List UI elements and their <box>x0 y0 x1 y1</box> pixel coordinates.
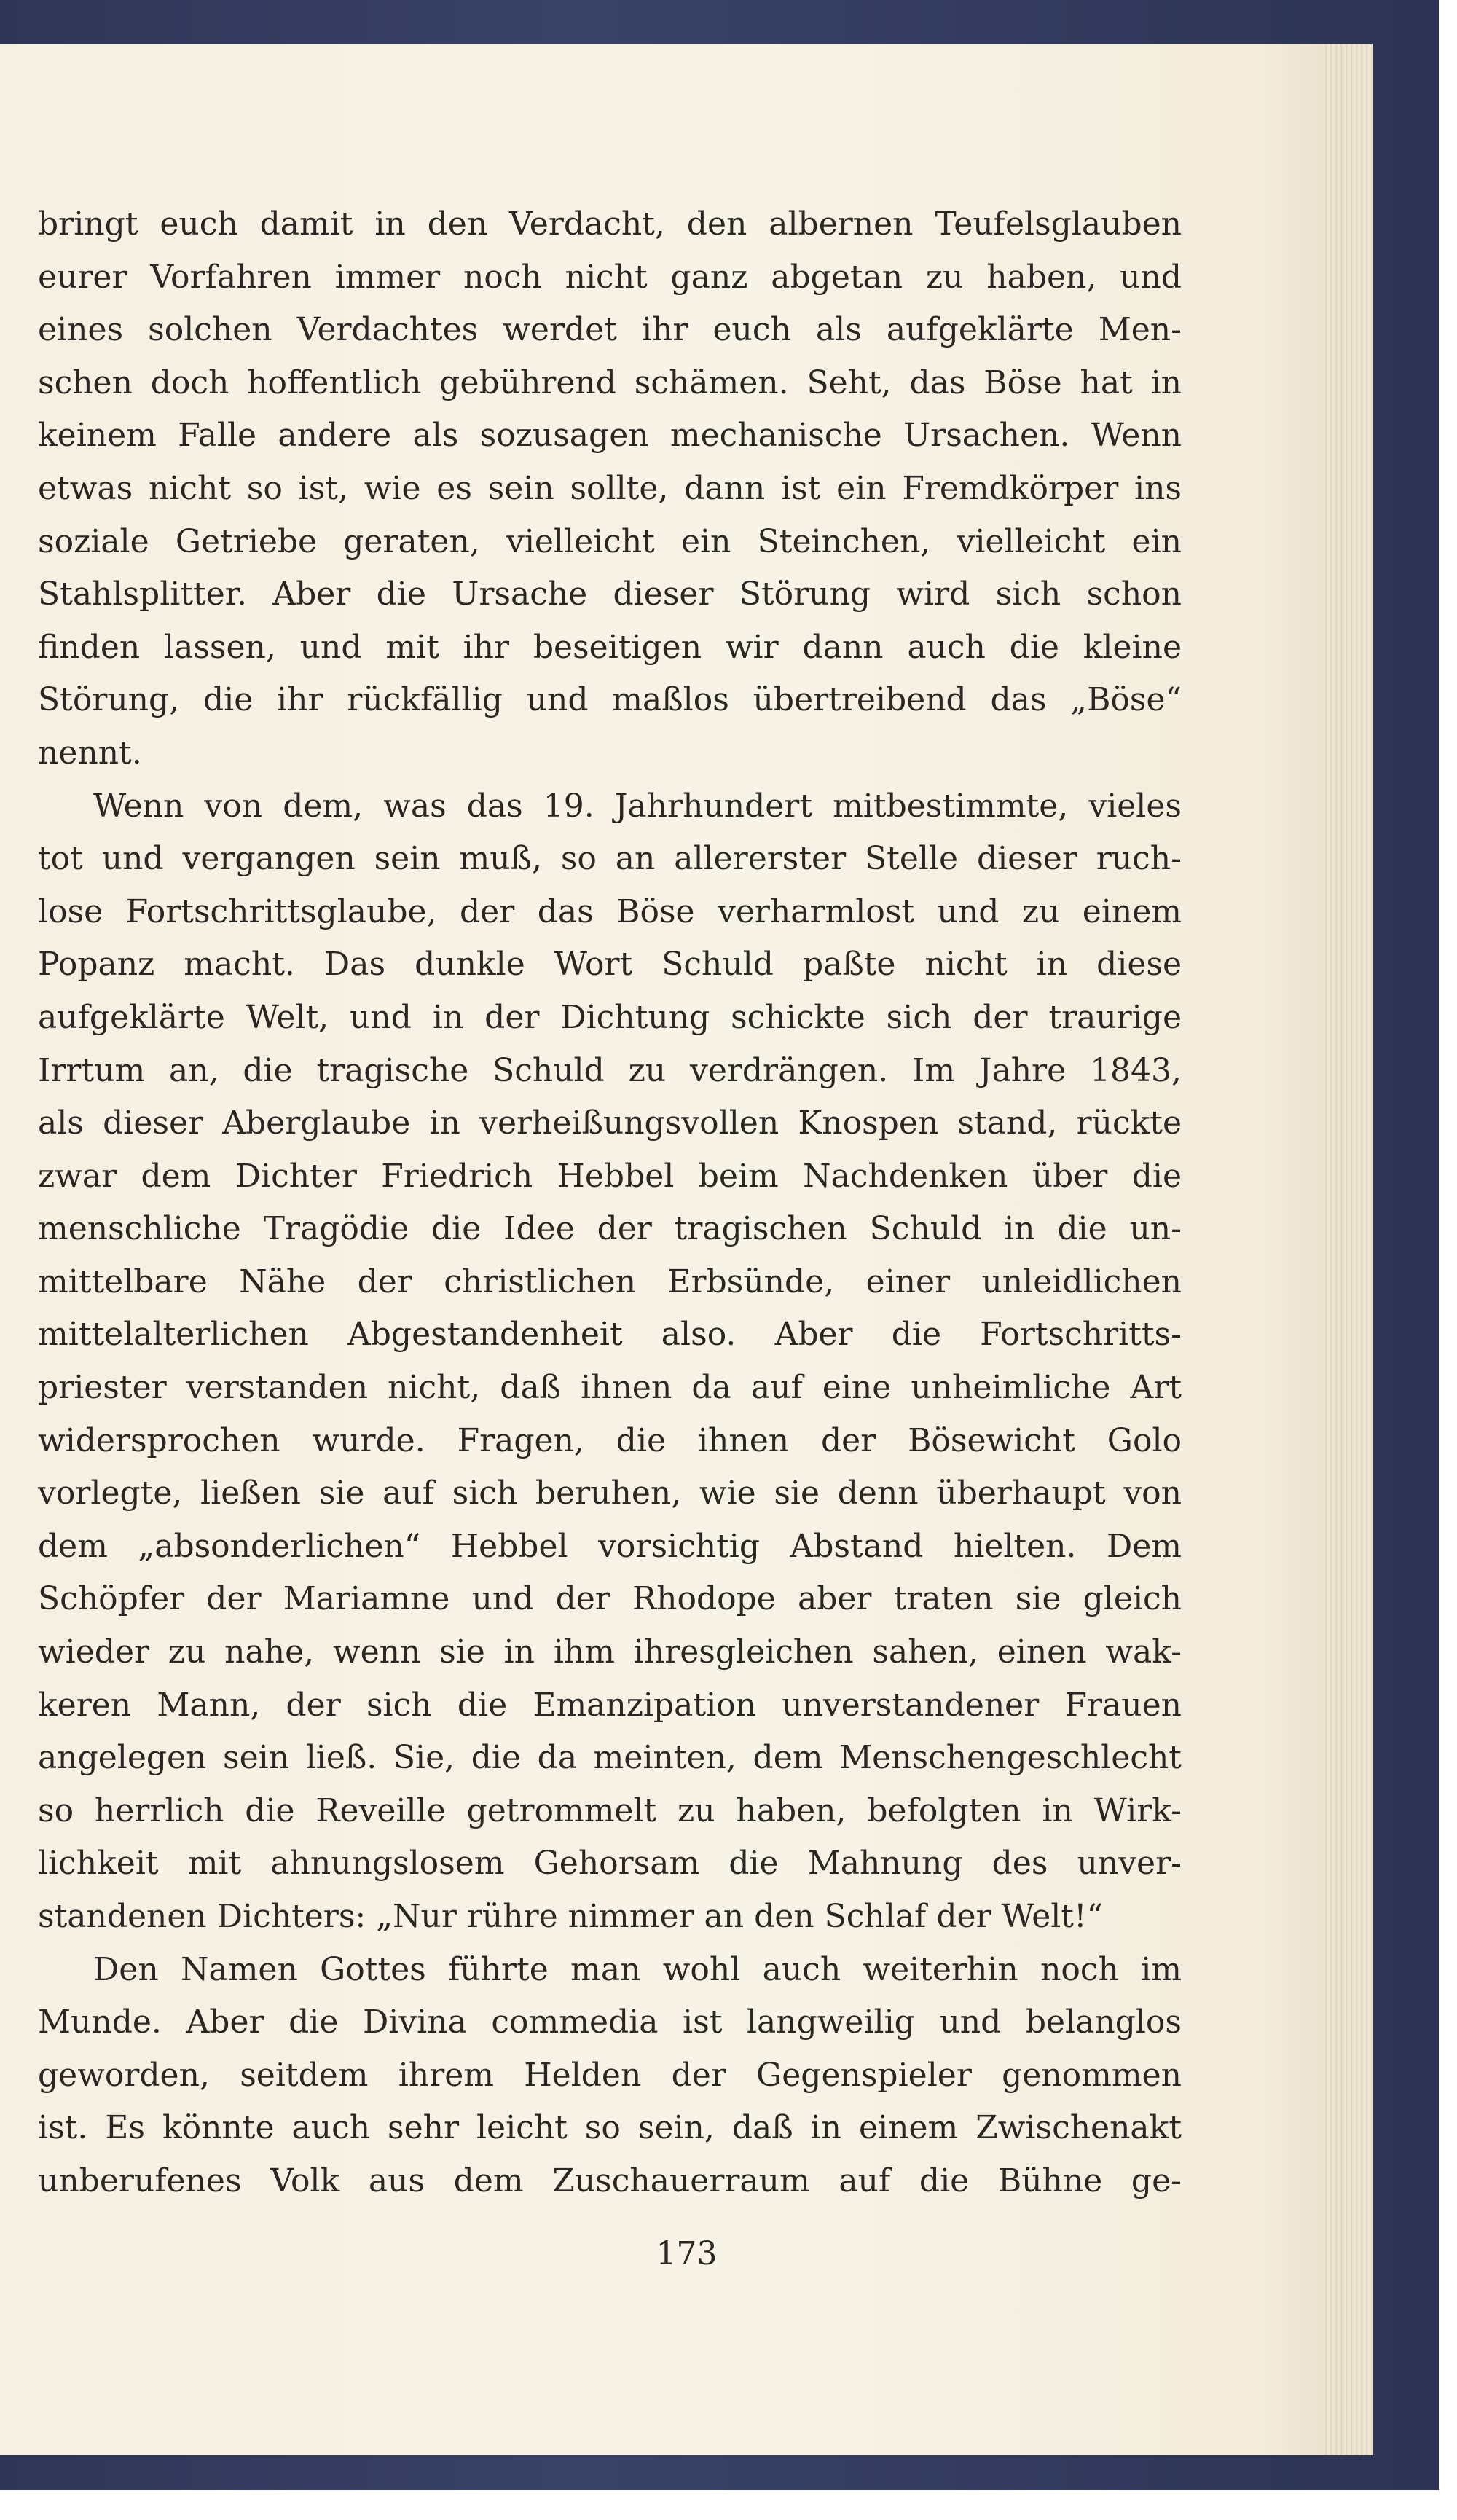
text-line: soziale Getriebe geraten, vielleicht ein Steinchen, vielleicht ein <box>38 522 1182 560</box>
text-line: dem „absonderlichen“ Hebbel vorsichtig Abstand hielten. Dem <box>38 1527 1182 1565</box>
text-line: Popanz macht. Das dunkle Wort Schuld paßte nicht in diese <box>38 946 1182 984</box>
text-line: vorlegte, ließen sie auf sich beruhen, wie sie denn überhaupt von <box>38 1475 1182 1512</box>
text-line: so herrlich die Reveille getrommelt zu haben, befolgten in Wirk- <box>38 1791 1182 1829</box>
text-line: unberufenes Volk aus dem Zuschauerraum auf die Bühne ge- <box>38 2162 1182 2199</box>
text-line: eines solchen Verdachtes werdet ihr euch als aufgeklärte Men- <box>38 311 1182 349</box>
text-line: priester verstanden nicht, daß ihnen da auf eine unheimliche Art <box>38 1369 1182 1407</box>
text-line: keren Mann, der sich die Emanzipation unverstandener Frauen <box>38 1686 1182 1724</box>
text-line: Munde. Aber die Divina commedia ist langweilig und belanglos <box>38 2003 1182 2041</box>
text-line: finden lassen, und mit ihr beseitigen wir dann auch die kleine <box>38 628 1182 666</box>
text-line: Schöpfer der Mariamne und der Rhodope aber traten sie gleich <box>38 1580 1182 1618</box>
text-line: Den Namen Gottes führte man wohl auch weiterhin noch im <box>93 1950 1182 1988</box>
text-line: aufgeklärte Welt, und in der Dichtung schickte sich der traurige <box>38 998 1182 1036</box>
text-line: wieder zu nahe, wenn sie in ihm ihresgleichen sahen, einen wak- <box>38 1633 1182 1671</box>
text-line: widersprochen wurde. Fragen, die ihnen der Bösewicht Golo <box>38 1421 1182 1459</box>
text-line: tot und vergangen sein muß, so an allererster Stelle dieser ruch- <box>38 840 1182 878</box>
text-line: lichkeit mit ahnungslosem Gehorsam die Mahnung des unver- <box>38 1845 1182 1883</box>
text-line: angelegen sein ließ. Sie, die da meinten, dem Menschengeschlecht <box>38 1739 1182 1777</box>
text-line: Wenn von dem, was das 19. Jahrhundert mitbestimmte, vieles <box>93 787 1182 825</box>
text-line: Störung, die ihr rückfällig und maßlos übertreibend das „Böse“ <box>38 681 1182 719</box>
text-line: bringt euch damit in den Verdacht, den albernen Teufelsglauben <box>38 205 1182 243</box>
text-line: mittelalterlichen Abgestandenheit also. Aber die Fortschritts- <box>38 1316 1182 1354</box>
text-line: zwar dem Dichter Friedrich Hebbel beim Nachdenken über die <box>38 1157 1182 1195</box>
text-line: etwas nicht so ist, wie es sein sollte, dann ist ein Fremdkörper ins <box>38 469 1182 507</box>
text-line: keinem Falle andere als sozusagen mechanische Ursachen. Wenn <box>38 417 1182 455</box>
text-line: Stahlsplitter. Aber die Ursache dieser Störung wird sich schon <box>38 576 1182 613</box>
text-line: lose Fortschrittsglaube, der das Böse verharmlost und zu einem <box>38 892 1182 930</box>
text-line: menschliche Tragödie die Idee der tragischen Schuld in die un- <box>38 1210 1182 1248</box>
text-line: eurer Vorfahren immer noch nicht ganz abgetan zu haben, und <box>38 258 1182 296</box>
text-line: nennt. <box>38 734 142 772</box>
text-line: als dieser Aberglaube in verheißungsvollen Knospen stand, rückte <box>38 1104 1182 1142</box>
text-line: standenen Dichters: „Nur rühre nimmer an den Schlaf der Welt!“ <box>38 1898 1104 1935</box>
body-text <box>38 198 1182 2208</box>
page-number: 173 <box>656 2235 718 2272</box>
text-line: Irrtum an, die tragische Schuld zu verdrängen. Im Jahre 1843, <box>38 1051 1182 1089</box>
text-line: schen doch hoffentlich gebührend schämen. Seht, das Böse hat in <box>38 364 1182 401</box>
text-line: ist. Es könnte auch sehr leicht so sein, daß in einem Zwischenakt <box>38 2109 1182 2147</box>
page-edges <box>1322 44 1373 2455</box>
text-line: geworden, seitdem ihrem Helden der Gegenspieler genommen <box>38 2056 1182 2094</box>
text-line: mittelbare Nähe der christlichen Erbsünde, einer unleidlichen <box>38 1263 1182 1300</box>
